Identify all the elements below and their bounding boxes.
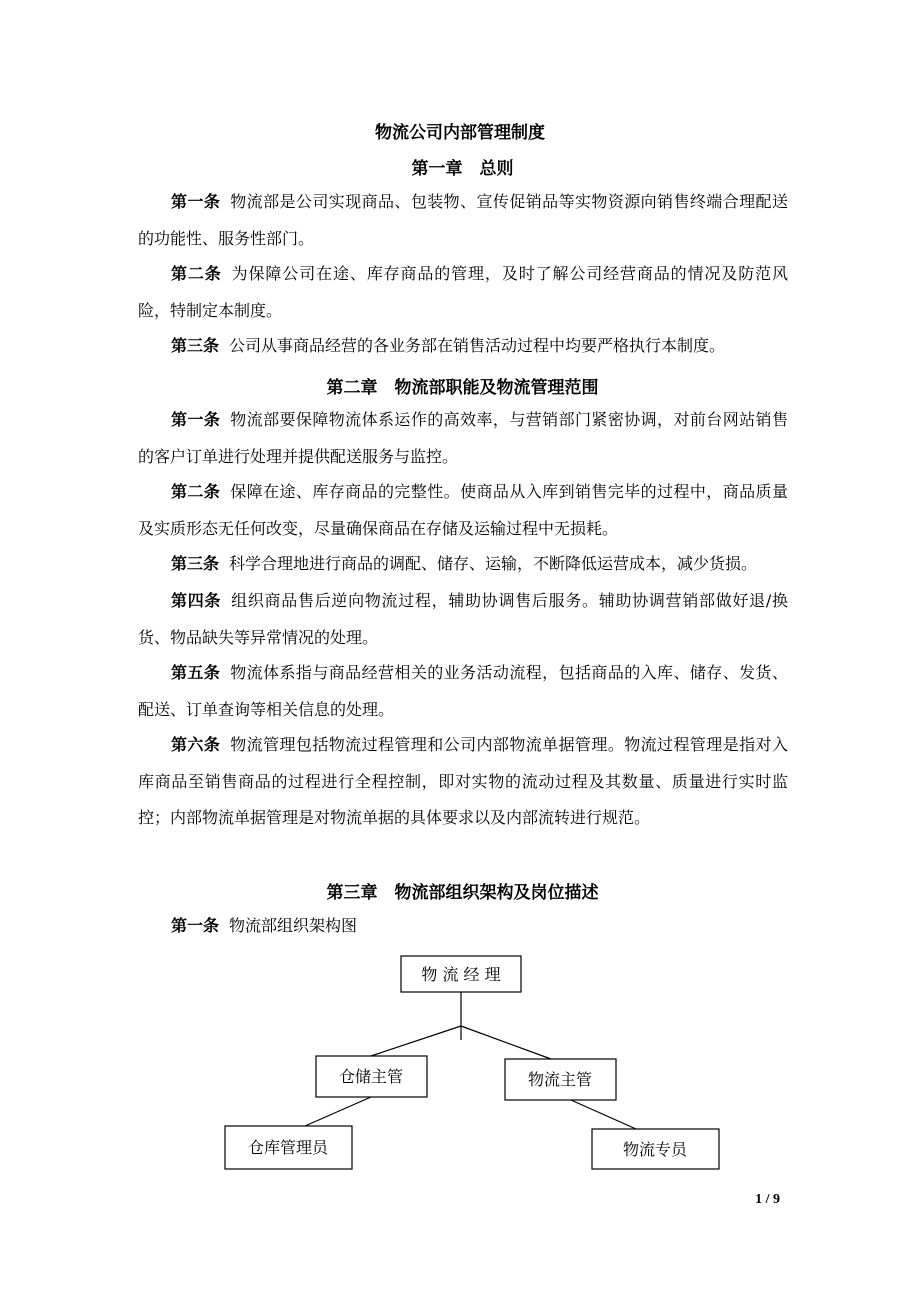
article-text: 为保障公司在途、库存商品的管理，及时了解公司经营商品的情况及防范风险，特制定本制度。: [138, 264, 788, 320]
article-text: 物流部组织架构图: [229, 916, 358, 935]
article-label: 第三条: [171, 336, 220, 355]
connector-left: [371, 1026, 461, 1056]
article-text: 物流部是公司实现商品、包装物、宣传促销品等实物资源向销售终端合理配送的功能性、服务性部门。: [138, 192, 788, 248]
article-label: 第二条: [171, 264, 222, 283]
article-label: 第四条: [171, 591, 222, 610]
connector-right-child: [571, 1100, 636, 1129]
org-node-left-child: 仓库管理员: [247, 1138, 329, 1157]
chapter-1-title: 第一章 总则: [411, 159, 514, 179]
connector-right: [461, 1026, 551, 1059]
document-title: 物流公司内部管理制度: [375, 123, 545, 143]
article-label: 第五条: [171, 663, 221, 682]
article-label: 第一条: [171, 916, 220, 935]
org-node-right: 物流主管: [527, 1070, 593, 1089]
article-text: 科学合理地进行商品的调配、储存、运输，不断降低运营成本，减少货损。: [229, 554, 758, 573]
article-text: 公司从事商品经营的各业务部在销售活动过程中均要严格执行本制度。: [229, 336, 726, 355]
article-text: 物流管理包括物流过程管理和公司内部物流单据管理。物流过程管理是指对入库商品至销售商品的过程进行全程控制，即对实物的流动过程及其数量、质量进行实时监控；内部物流单据管理是对物流单据的具体要求以及内部流转进行规范。: [138, 735, 788, 827]
org-node-root: 物 流 经 理: [421, 965, 501, 984]
article-text: 物流部要保障物流体系运作的高效率，与营销部门紧密协调，对前台网站销售的客户订单进行处理并提供配送服务与监控。: [138, 410, 788, 466]
article-label: 第六条: [171, 735, 221, 754]
article-label: 第三条: [171, 554, 220, 573]
article-label: 第一条: [171, 410, 221, 429]
article-text: 物流体系指与商品经营相关的业务活动流程，包括商品的入库、储存、发货、配送、订单查询等相关信息的处理。: [138, 663, 788, 719]
chapter-3-title: 第三章 物流部组织架构及岗位描述: [326, 883, 599, 903]
article-label: 第一条: [171, 192, 221, 211]
article-label: 第二条: [171, 482, 221, 501]
page-number: 1 / 9: [755, 1192, 780, 1207]
org-node-right-child: 物流专员: [622, 1140, 688, 1159]
connector-left-child: [305, 1097, 371, 1126]
org-node-left: 仓储主管: [338, 1067, 404, 1086]
chapter-2-title: 第二章 物流部职能及物流管理范围: [326, 378, 599, 398]
article-text: 组织商品售后逆向物流过程，辅助协调售后服务。辅助协调营销部做好退/换货、物品缺失等异常情况的处理。: [138, 591, 788, 647]
article-text: 保障在途、库存商品的完整性。使商品从入库到销售完毕的过程中，商品质量及实质形态无任何改变，尽量确保商品在存储及运输过程中无损耗。: [138, 482, 788, 538]
